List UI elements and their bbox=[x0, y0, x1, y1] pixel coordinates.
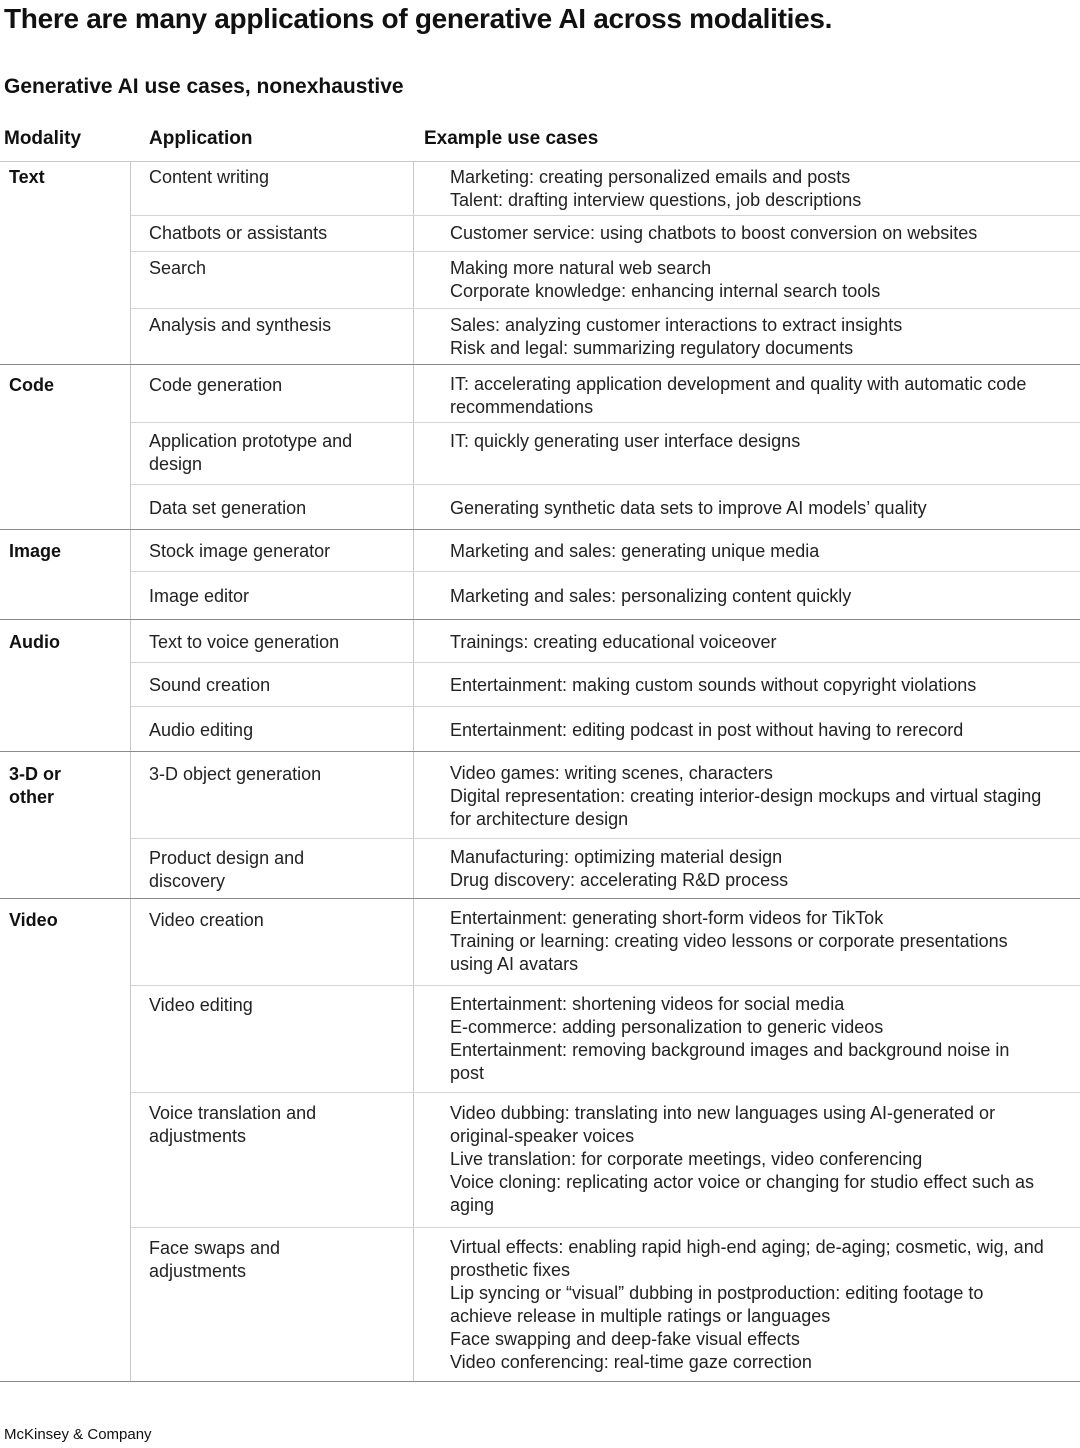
header-divider bbox=[0, 161, 1080, 162]
row-divider bbox=[131, 985, 1080, 986]
row-divider bbox=[131, 215, 1080, 216]
row-divider bbox=[131, 838, 1080, 839]
example-line: Lip syncing or “visual” dubbing in postproduction: editing footage to achieve release in multiple ratings or languages bbox=[450, 1283, 984, 1326]
examples-cell bbox=[450, 222, 1075, 245]
examples-cell bbox=[450, 540, 1075, 563]
row-divider bbox=[131, 308, 1080, 309]
example-line: Marketing and sales: generating unique media bbox=[450, 541, 820, 561]
example-line: Marketing and sales: personalizing content quickly bbox=[450, 586, 852, 606]
application-cell: Search bbox=[149, 258, 207, 278]
example-line: Video games: writing scenes, characters bbox=[450, 763, 773, 783]
group-divider bbox=[0, 364, 1080, 365]
column-divider-right bbox=[413, 161, 414, 1382]
examples-cell bbox=[450, 1102, 1050, 1217]
examples-cell bbox=[450, 585, 1075, 608]
examples-cell bbox=[450, 719, 1075, 742]
row-divider bbox=[131, 1092, 1080, 1093]
application-cell: Video editing bbox=[149, 995, 253, 1015]
application-cell: Voice translation and adjustments bbox=[149, 1103, 317, 1146]
example-line: IT: quickly generating user interface designs bbox=[450, 431, 801, 451]
examples-cell bbox=[450, 907, 1050, 976]
example-line: Manufacturing: optimizing material design bbox=[450, 847, 783, 867]
table-subtitle: Generative AI use cases, nonexhaustive bbox=[4, 75, 404, 98]
example-line: Trainings: creating educational voiceover bbox=[450, 632, 777, 652]
examples-cell bbox=[450, 631, 1075, 654]
modality-audio: Audio bbox=[9, 632, 60, 652]
modality-3d: 3-D or other bbox=[9, 764, 62, 807]
example-line: Generating synthetic data sets to improve AI models’ quality bbox=[450, 498, 927, 518]
example-line: Talent: drafting interview questions, job descriptions bbox=[450, 190, 862, 210]
column-header-examples: Example use cases bbox=[424, 128, 599, 149]
examples-cell bbox=[450, 674, 1075, 697]
example-line: Digital representation: creating interior-design mockups and virtual staging for architecture design bbox=[450, 786, 1042, 829]
application-cell: Application prototype and design bbox=[149, 431, 353, 474]
examples-cell bbox=[450, 373, 1075, 419]
modality-code: Code bbox=[9, 375, 54, 395]
application-cell: Audio editing bbox=[149, 720, 254, 740]
example-line: Corporate knowledge: enhancing internal search tools bbox=[450, 281, 881, 301]
example-line: Entertainment: making custom sounds without copyright violations bbox=[450, 675, 977, 695]
example-line: Live translation: for corporate meetings, video conferencing bbox=[450, 1149, 923, 1169]
example-line: Entertainment: generating short-form videos for TikTok bbox=[450, 908, 884, 928]
example-line: Sales: analyzing customer interactions to extract insights bbox=[450, 315, 903, 335]
example-line: Video dubbing: translating into new languages using AI-generated or original-speaker voices bbox=[450, 1103, 996, 1146]
examples-cell bbox=[450, 497, 1075, 520]
application-cell: Image editor bbox=[149, 586, 250, 606]
application-cell: Text to voice generation bbox=[149, 632, 340, 652]
application-cell: Video creation bbox=[149, 910, 264, 930]
page-title: There are many applications of generative AI across modalities. bbox=[4, 3, 833, 34]
application-cell: Chatbots or assistants bbox=[149, 223, 328, 243]
example-line: IT: accelerating application development and quality with automatic code recommendations bbox=[450, 374, 1027, 417]
row-divider bbox=[131, 571, 1080, 572]
group-divider bbox=[0, 529, 1080, 530]
application-cell: Stock image generator bbox=[149, 541, 331, 561]
example-line: Voice cloning: replicating actor voice or changing for studio effect such as aging bbox=[450, 1172, 1035, 1215]
example-line: Entertainment: editing podcast in post without having to rerecord bbox=[450, 720, 964, 740]
example-line: Video conferencing: real-time gaze correction bbox=[450, 1352, 812, 1372]
examples-cell bbox=[450, 846, 1075, 892]
example-line: Making more natural web search bbox=[450, 258, 712, 278]
application-cell: 3-D object generation bbox=[149, 764, 322, 784]
example-line: Face swapping and deep-fake visual effects bbox=[450, 1329, 800, 1349]
examples-cell bbox=[450, 993, 1035, 1085]
application-cell: Data set generation bbox=[149, 498, 307, 518]
table-bottom-border bbox=[0, 1381, 1080, 1382]
application-cell: Product design and discovery bbox=[149, 848, 305, 891]
footer-brand: McKinsey & Company bbox=[4, 1426, 152, 1443]
example-line: Drug discovery: accelerating R&D process bbox=[450, 870, 789, 890]
group-divider bbox=[0, 898, 1080, 899]
row-divider bbox=[131, 706, 1080, 707]
row-divider bbox=[131, 422, 1080, 423]
modality-image: Image bbox=[9, 541, 62, 561]
column-header-modality: Modality bbox=[4, 128, 82, 149]
examples-cell bbox=[450, 257, 1075, 303]
examples-cell bbox=[450, 430, 1075, 453]
application-cell: Analysis and synthesis bbox=[149, 315, 332, 335]
example-line: Marketing: creating personalized emails and posts bbox=[450, 167, 851, 187]
examples-cell bbox=[450, 166, 1075, 212]
example-line: Training or learning: creating video lessons or corporate presentations using AI avatars bbox=[450, 931, 1008, 974]
column-header-application: Application bbox=[149, 128, 253, 149]
example-line: E-commerce: adding personalization to generic videos bbox=[450, 1017, 884, 1037]
modality-text: Text bbox=[9, 167, 45, 187]
application-cell: Sound creation bbox=[149, 675, 271, 695]
group-divider bbox=[0, 619, 1080, 620]
examples-cell bbox=[450, 762, 1050, 831]
row-divider bbox=[131, 662, 1080, 663]
modality-video: Video bbox=[9, 910, 58, 930]
example-line: Entertainment: shortening videos for social media bbox=[450, 994, 845, 1014]
example-line: Entertainment: removing background images and background noise in post bbox=[450, 1040, 1010, 1083]
application-cell: Code generation bbox=[149, 375, 283, 395]
example-line: Customer service: using chatbots to boost conversion on websites bbox=[450, 223, 978, 243]
examples-cell bbox=[450, 314, 1075, 360]
application-cell: Content writing bbox=[149, 167, 270, 187]
examples-cell bbox=[450, 1236, 1050, 1374]
row-divider bbox=[131, 1227, 1080, 1228]
group-divider bbox=[0, 751, 1080, 752]
example-line: Virtual effects: enabling rapid high-end aging; de-aging; cosmetic, wig, and prosthetic fixes bbox=[450, 1237, 1044, 1280]
column-divider-left bbox=[130, 161, 131, 1382]
application-cell: Face swaps and adjustments bbox=[149, 1238, 281, 1281]
example-line: Risk and legal: summarizing regulatory documents bbox=[450, 338, 854, 358]
row-divider bbox=[131, 251, 1080, 252]
row-divider bbox=[131, 484, 1080, 485]
